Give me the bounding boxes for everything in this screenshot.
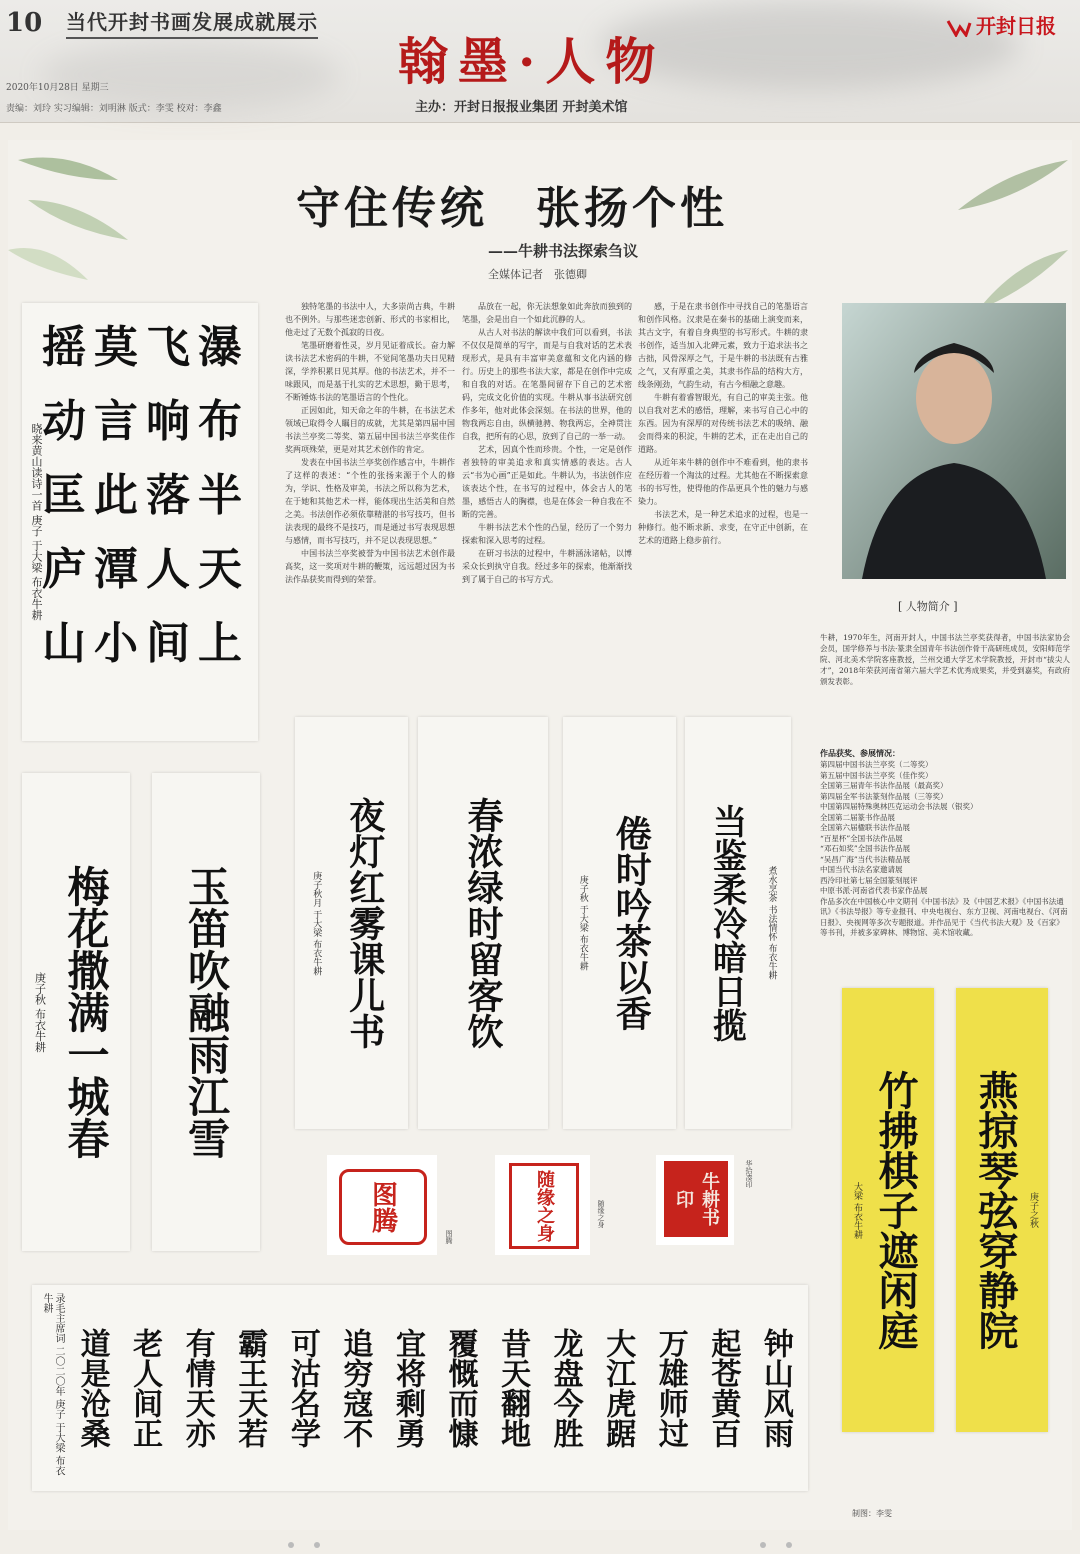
calligraphy-column: 春浓绿时留客饮 <box>462 797 504 1049</box>
calligraphy-column: 摇动匡庐山 <box>42 322 86 669</box>
calligraphy-column: 大江虎踞 <box>600 1328 636 1448</box>
award-item: “邓石如奖”全国书法作品展 <box>820 844 911 853</box>
calligraphy-column: 飞响落人间 <box>146 322 190 669</box>
seal-image-2 <box>495 1155 590 1255</box>
article-column-3 <box>638 300 808 700</box>
award-item: 西泠印社第七届全国篆刻展评 <box>820 875 918 885</box>
subheadline: ——牛耕书法探索刍议 <box>488 242 639 260</box>
calligraphy-column: 宜将剩勇 <box>389 1328 425 1448</box>
calligraphy-column: 可沽名学 <box>284 1328 320 1448</box>
award-item: 全国第六届楹联书法作品展 <box>820 823 910 832</box>
awards-list <box>820 760 1070 939</box>
bio-text: 牛耕，1970年生，河南开封人，中国书法兰亭奖获得者，中国书法家协会会员，国学修养与书法·篆隶全国青年书法创作骨干高研班成员，安阳师范学院、河北美术学院客座教授，兰州交通大学艺术学院教授，开封市“拔尖人才”，2018年荣获河南省第六届大学艺术优秀成果奖，并受到嘉奖，有政府颁发表彰。 <box>820 633 1070 686</box>
award-item: 全国第二届篆书作品展 <box>820 812 895 822</box>
calligraphy-inscription: 晓来黄山读诗一首 庚子 于大梁 布衣牛耕 <box>30 423 43 621</box>
bio-heading: [ 人物简介 ] <box>898 600 958 613</box>
banner-title: 当代开封书画发展成就展示 <box>66 6 318 39</box>
award-item: 全国第三届青年书法作品展（最高奖） <box>820 781 948 790</box>
calligraphy-inscription: 大梁 布衣牛耕 <box>852 1181 862 1239</box>
carousel-dot[interactable] <box>314 1542 320 1548</box>
paragraph: 正因如此，知天命之年的牛耕，在书法艺术领域已取得令人瞩目的成就，尤其是第四届中国书法兰亭奖二等奖、第五届中国书法兰亭奖佳作奖两项殊荣，更是对其艺术创作的肯定。 <box>285 406 455 454</box>
paragraph: 书法艺术，是一种艺术追求的过程，也是一种修行。他不断求新、求变，在守正中创新，在艺术的道路上稳步前行。 <box>638 510 808 545</box>
award-item: “百星杯”全国书法作品展 <box>820 833 903 843</box>
award-item: 第五届中国书法兰亭奖（佳作奖） <box>820 770 933 780</box>
calligraphy-inscription: 庚子秋 于大梁 布衣牛耕 <box>577 875 588 971</box>
award-item: 中国当代书法名家邀请展 <box>820 865 903 874</box>
article-column-2 <box>462 300 632 700</box>
award-item: 第四届全军书法篆刻作品展（三等奖） <box>820 791 948 801</box>
seal-image-3 <box>656 1155 734 1245</box>
calligraphy-column: 燕掠琴弦穿静院 <box>972 1070 1019 1350</box>
award-item: 中国第四届特殊奥林匹克运动会书法展（银奖） <box>820 802 978 811</box>
portrait-illustration <box>842 303 1066 579</box>
logo-text: 开封日报 <box>976 14 1056 38</box>
calligraphy-scroll-3 <box>563 717 676 1129</box>
calligraphy-column: 老人间正 <box>127 1328 163 1448</box>
dateline: 2020年10月28日 星期三 <box>6 83 109 93</box>
seal-caption: 随缘之身 <box>597 1200 605 1228</box>
calligraphy-column: 倦时吟茶以香 <box>610 815 653 1031</box>
calligraphy-column: 竹拂棋子遮闲庭 <box>872 1070 919 1350</box>
section-title: 翰墨·人物 <box>398 32 666 91</box>
seal-caption: 图腾 <box>445 1230 453 1244</box>
seal-impression: 牛耕书印 <box>664 1161 728 1237</box>
calligraphy-inscription: 庚子秋 布衣牛耕 <box>33 971 47 1053</box>
calligraphy-inscription: 煮水烹茶 书法情怀 布衣牛耕 <box>766 866 777 980</box>
paragraph: 牛耕有着睿智眼光，有自己的审美主张。他以自我对艺术的感悟，理解，来书写自己心中的东西。因为有深厚的对传统书法艺术的吸纳、融会而得来的积淀，牛耕的艺术，正在走出自己的道路。 <box>638 393 808 454</box>
calligraphy-column: 霸王天若 <box>232 1328 268 1448</box>
yellow-couplet-right <box>956 988 1048 1432</box>
logo-mark-icon <box>946 19 972 37</box>
newspaper-logo <box>946 10 1056 39</box>
calligraphy-column: 有情天亦 <box>179 1328 215 1448</box>
paragraph: 发表在中国书法兰亭奖创作感言中，牛耕作了这样的表述：“个性的张扬来源于个人的修为，学识、性格及审美，书法之所以称为艺术，在于她和其他艺术一样，能体现出生活美和自然之美。书法创作必须依靠精湛的书写技巧，但书法表现的最终不是技巧，而是通过书写表现思想与感情，而书写技巧，并不足以表现思想。” <box>285 458 455 545</box>
calligraphy-column: 覆慨而慷 <box>442 1328 478 1448</box>
paragraph: 艺术，因真个性而珍贵。个性，一定是创作者独特的审美追求和真实情感的表达。古人云“书为心画”正是如此。牛耕认为，书法创作应该表达个性，在书写的过程中，体会古人的笔墨，感悟古人的胸襟，也是在体会一种自我在不断的完善。 <box>462 445 632 519</box>
calligraphy-inscription: 庚子之秋 <box>1028 1192 1038 1228</box>
calligraphy-couplet-left <box>22 773 130 1251</box>
paragraph: 品放在一起，你无法想象如此奔放而独到的笔墨，会是出自一个如此沉静的人。 <box>462 302 632 324</box>
calligraphy-inscription: 录毛主席词 二〇二〇年 庚子 于大梁 布衣牛耕 <box>41 1293 64 1476</box>
award-item: 作品多次在中国核心中文期刊《中国书法》及《中国艺术报》《中国书法通讯》《书法导报》等专业报刊、中央电视台、东方卫视、河南电视台、《河南日报》、央视网等多次专题报道。并作品见于《当代书法大观》及《百家》等书刊，并被多家碑林、博物馆、美术馆收藏。 <box>820 896 1068 937</box>
calligraphy-work-poem <box>32 1285 808 1491</box>
byline: 全媒体记者 张德卿 <box>488 268 587 281</box>
seal-impression: 随缘之身 <box>509 1163 579 1249</box>
seal-impression: 图腾 <box>339 1169 427 1245</box>
article-column-1 <box>285 300 455 700</box>
calligraphy-column: 梅花撒满一城春 <box>61 865 111 1159</box>
calligraphy-column: 瀑布半天上 <box>198 322 242 669</box>
paragraph: 从古人对书法的解读中我们可以看到，书法不仅仅是简单的写字，而是与自我对话的艺术表现形式，是具有丰富审美意蕴和文化内涵的修行。历史上的那些书法大家，都是在创作中完成和自我的对话。在笔墨间留存下自己的艺术密码，完成文化价值的实现。牛耕从事书法研究创作多年，他对此体会深刻。在书法的世界，他的物我两忘自由，纵横驰骋、物我两忘，全神贯注自我，把所有的心思，放到了自己的一举一动。 <box>462 328 632 441</box>
carousel-dot[interactable] <box>288 1542 294 1548</box>
paragraph: 独特笔墨的书法中人，大多崇尚古典，牛耕也不例外。与那些迷恋创新、形式的书家相比，他走过了无数个孤寂的日夜。 <box>285 302 455 337</box>
calligraphy-scroll-2 <box>418 717 548 1129</box>
seal-caption: 华拾凑印 <box>745 1160 753 1188</box>
calligraphy-column: 昔天翻地 <box>495 1328 531 1448</box>
page-number: 10 <box>6 8 43 38</box>
calligraphy-column: 当鉴柔冷暗日揽 <box>706 804 747 1042</box>
paragraph: 从近年来牛耕的创作中不难看到，他的隶书在经历着一个淘汰的过程。尤其他在不断探索意书的书写性，使得他的作品更具个性的魅力与感染力。 <box>638 458 808 506</box>
headline: 守住传统 张扬个性 <box>296 183 728 234</box>
award-item: 中原书派·河南省代表书家作品展 <box>820 886 928 895</box>
paragraph: 笔墨研磨着性灵，岁月见证着成长。奋力解读书法艺术密码的牛耕，不觉间笔墨功夫日见精深，学养积累日见其厚。他的书法艺术，并不一味跟风，而是基于扎实的艺术思想，勤于思考，不断锤炼书法的笔墨语言的个性化。 <box>285 341 455 402</box>
seal-image-1 <box>327 1155 437 1255</box>
award-item: “吴昌广海”当代书法精品展 <box>820 854 911 864</box>
calligraphy-column: 道是沧桑 <box>74 1328 110 1448</box>
calligraphy-column: 玉笛吹融雨江雪 <box>182 865 231 1159</box>
calligraphy-column: 龙盘今胜 <box>547 1328 583 1448</box>
carousel-dot[interactable] <box>786 1542 792 1548</box>
paragraph: 中国书法兰亭奖被誉为中国书法艺术创作最高奖，这一奖项对牛耕的鞭策，远远超过因为书法作品获奖而得到的荣誉。 <box>285 549 455 584</box>
calligraphy-column: 钟山风雨 <box>757 1328 793 1448</box>
ink-wash-decoration <box>40 40 340 110</box>
calligraphy-scroll-4 <box>685 717 791 1129</box>
calligraphy-column: 追穷寇不 <box>337 1328 373 1448</box>
calligraphy-column: 莫言此潭小 <box>94 322 138 669</box>
staff-line: 责编：刘玲 实习编辑：刘明淋 版式：李雯 校对：李鑫 <box>6 104 222 114</box>
paragraph: 在研习书法的过程中，牛耕涵泳诸帖，以博采众长到执守自我。经过多年的探索，他渐渐找到了属于自己的书写方式。 <box>462 549 632 584</box>
awards-title: 作品获奖、参展情况： <box>820 748 900 758</box>
yellow-couplet-left <box>842 988 934 1432</box>
graphic-credit: 制图：李雯 <box>852 1509 892 1518</box>
carousel-dot[interactable] <box>760 1542 766 1548</box>
paragraph: 感，于是在隶书创作中寻找自己的笔墨语言和创作风格。汉隶是在秦书的基础上演变而来，其古文字，有着自身典型的书写形式。牛耕的隶书创作，适当加入北碑元素，致力于追求法书之古拙，风骨深厚之气，于是牛耕的书法既有古雅之气，又有厚重之美，其隶书作品的结构大方，线条刚劲，气韵生动，有古今相融之意趣。 <box>638 302 808 389</box>
calligraphy-column: 万雄师过 <box>652 1328 688 1448</box>
award-item: 第四届中国书法兰亭奖（二等奖） <box>820 760 933 769</box>
paragraph: 牛耕书法艺术个性的凸显，经历了一个努力探索和深入思考的过程。 <box>462 523 632 545</box>
portrait-photo <box>842 303 1066 579</box>
bamboo-leaf-decoration <box>8 140 148 300</box>
calligraphy-column: 起苍黄百 <box>705 1328 741 1448</box>
calligraphy-inscription: 庚子秋月 于大梁 布衣牛耕 <box>311 870 322 976</box>
calligraphy-work-waterfall <box>22 303 258 741</box>
sponsor-line: 主办：开封日报报业集团 开封美术馆 <box>415 100 628 115</box>
calligraphy-column: 夜灯红雾课儿书 <box>343 797 386 1049</box>
calligraphy-couplet-right <box>152 773 260 1251</box>
calligraphy-scroll-1 <box>295 717 408 1129</box>
